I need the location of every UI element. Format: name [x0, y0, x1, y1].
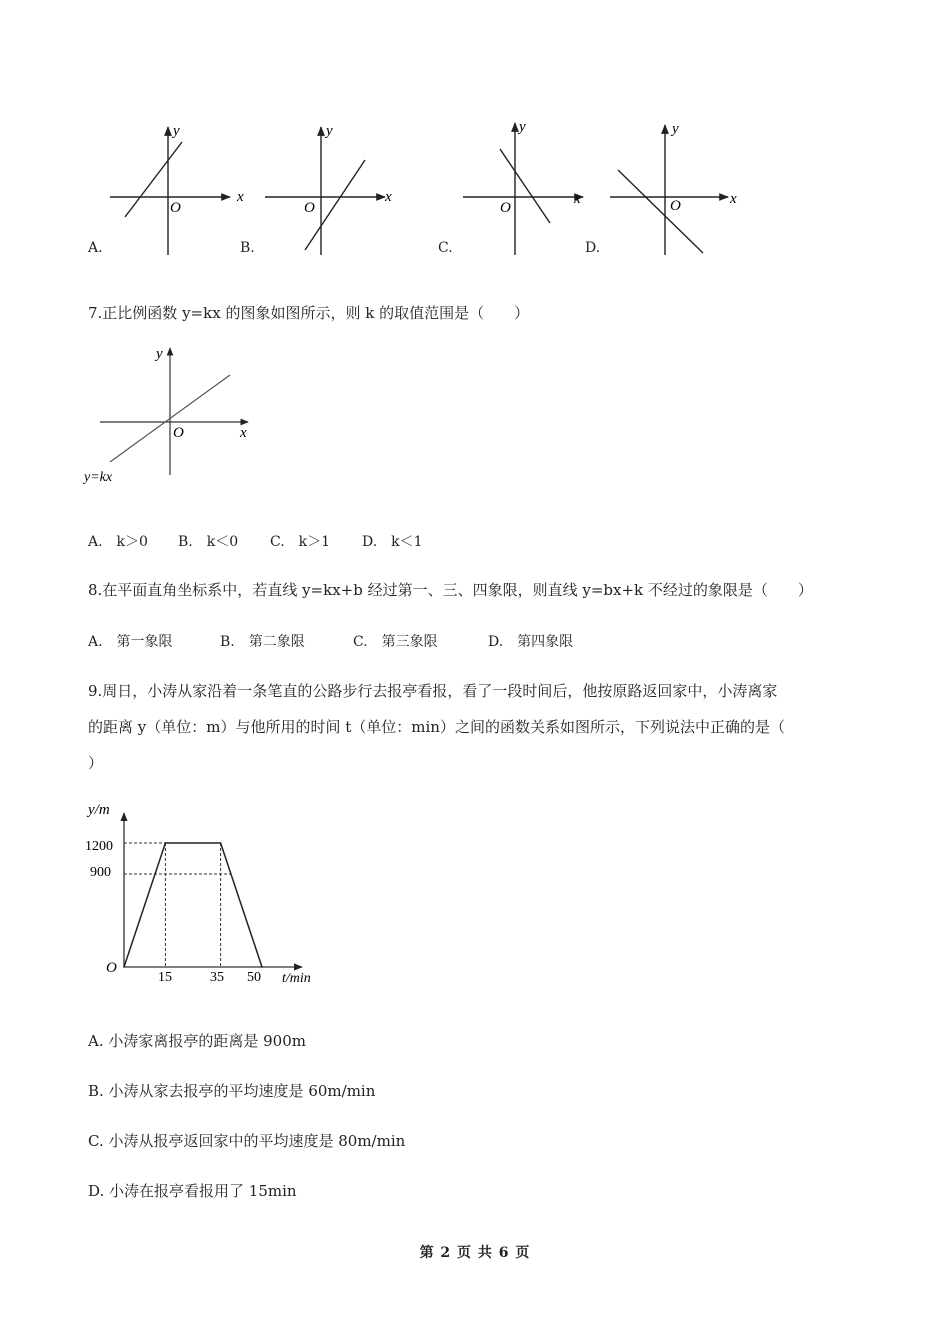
q9-stem-line2: 的距离 y（单位：m）与他所用的时间 t（单位：min）之间的函数关系如图所示，下列说法中正确的是（: [88, 718, 785, 736]
q6-option-a-label: A.: [88, 240, 103, 256]
q6-graph-a: [100, 115, 260, 260]
y-axis-label: y/m: [88, 802, 110, 818]
origin-label: O: [170, 200, 181, 216]
q8-option-b: B. 第二象限: [220, 634, 305, 650]
q7-option-a: A. k＞0: [88, 534, 148, 550]
graph-equation-label: y=kx: [84, 470, 113, 485]
q6-graph-c: [455, 115, 615, 260]
origin-label: O: [304, 200, 315, 216]
q8-option-c: C. 第三象限: [353, 634, 438, 650]
q6-option-d-label: D.: [585, 240, 601, 256]
data-point: [220, 842, 222, 844]
data-point: [261, 966, 263, 968]
y-tick-1200: 1200: [85, 839, 113, 854]
y-label: y: [519, 119, 526, 135]
q9-chart: [80, 795, 325, 985]
x-tick-50: 50: [247, 970, 261, 985]
q6-option-c-label: C.: [438, 240, 453, 256]
x-label: x: [385, 189, 392, 205]
q8-stem: 8.在平面直角坐标系中，若直线 y=kx+b 经过第一、三、四象限，则直线 y=bx+k 不经过的象限是（ ）: [88, 581, 813, 599]
distance-time-line: [124, 843, 262, 967]
x-label: x: [730, 191, 737, 207]
x-label: x: [574, 191, 581, 207]
q6-graph-b: [255, 115, 415, 260]
q7-option-c: C. k＞1: [270, 534, 331, 550]
q7-stem: 7.正比例函数 y=kx 的图象如图所示，则 k 的取值范围是（ ）: [88, 304, 530, 322]
q6-option-b-label: B.: [240, 240, 255, 256]
q7-option-b: B. k＜0: [178, 534, 239, 550]
page-footer: 第 2 页 共 6 页: [419, 1245, 531, 1261]
q8-option-d: D. 第四象限: [488, 634, 574, 650]
data-point: [165, 842, 167, 844]
x-label: x: [240, 425, 247, 441]
y-tick-900: 900: [90, 865, 111, 880]
y-label: y: [156, 346, 163, 362]
origin-label: O: [670, 198, 681, 214]
origin-label: O: [500, 200, 511, 216]
x-tick-15: 15: [158, 970, 172, 985]
data-point: [123, 966, 125, 968]
q7-option-d: D. k＜1: [362, 534, 423, 550]
y-label: y: [672, 121, 679, 137]
y-label: y: [326, 123, 333, 139]
x-tick-35: 35: [210, 970, 224, 985]
x-label: x: [237, 189, 244, 205]
q9-option-a: A. 小涛家离报亭的距离是 900m: [88, 1032, 306, 1050]
y-label: y: [173, 123, 180, 139]
q9-stem-line1: 9.周日，小涛从家沿着一条笔直的公路步行去报亭看报，看了一段时间后，他按原路返回家中，小涛离家: [88, 682, 778, 700]
q8-option-a: A. 第一象限: [88, 634, 173, 650]
origin-label: O: [106, 960, 117, 976]
x-axis-label: t/min: [282, 971, 311, 985]
function-line: [618, 170, 703, 253]
q7-graph: [80, 340, 280, 490]
q9-option-c: C. 小涛从报亭返回家中的平均速度是 80m/min: [88, 1132, 406, 1150]
q9-option-d: D. 小涛在报亭看报用了 15min: [88, 1182, 297, 1200]
q9-stem-line3: ）: [88, 754, 104, 772]
q9-option-b: B. 小涛从家去报亭的平均速度是 60m/min: [88, 1082, 376, 1100]
q6-graph-d: [600, 115, 760, 260]
origin-label: O: [173, 425, 184, 441]
